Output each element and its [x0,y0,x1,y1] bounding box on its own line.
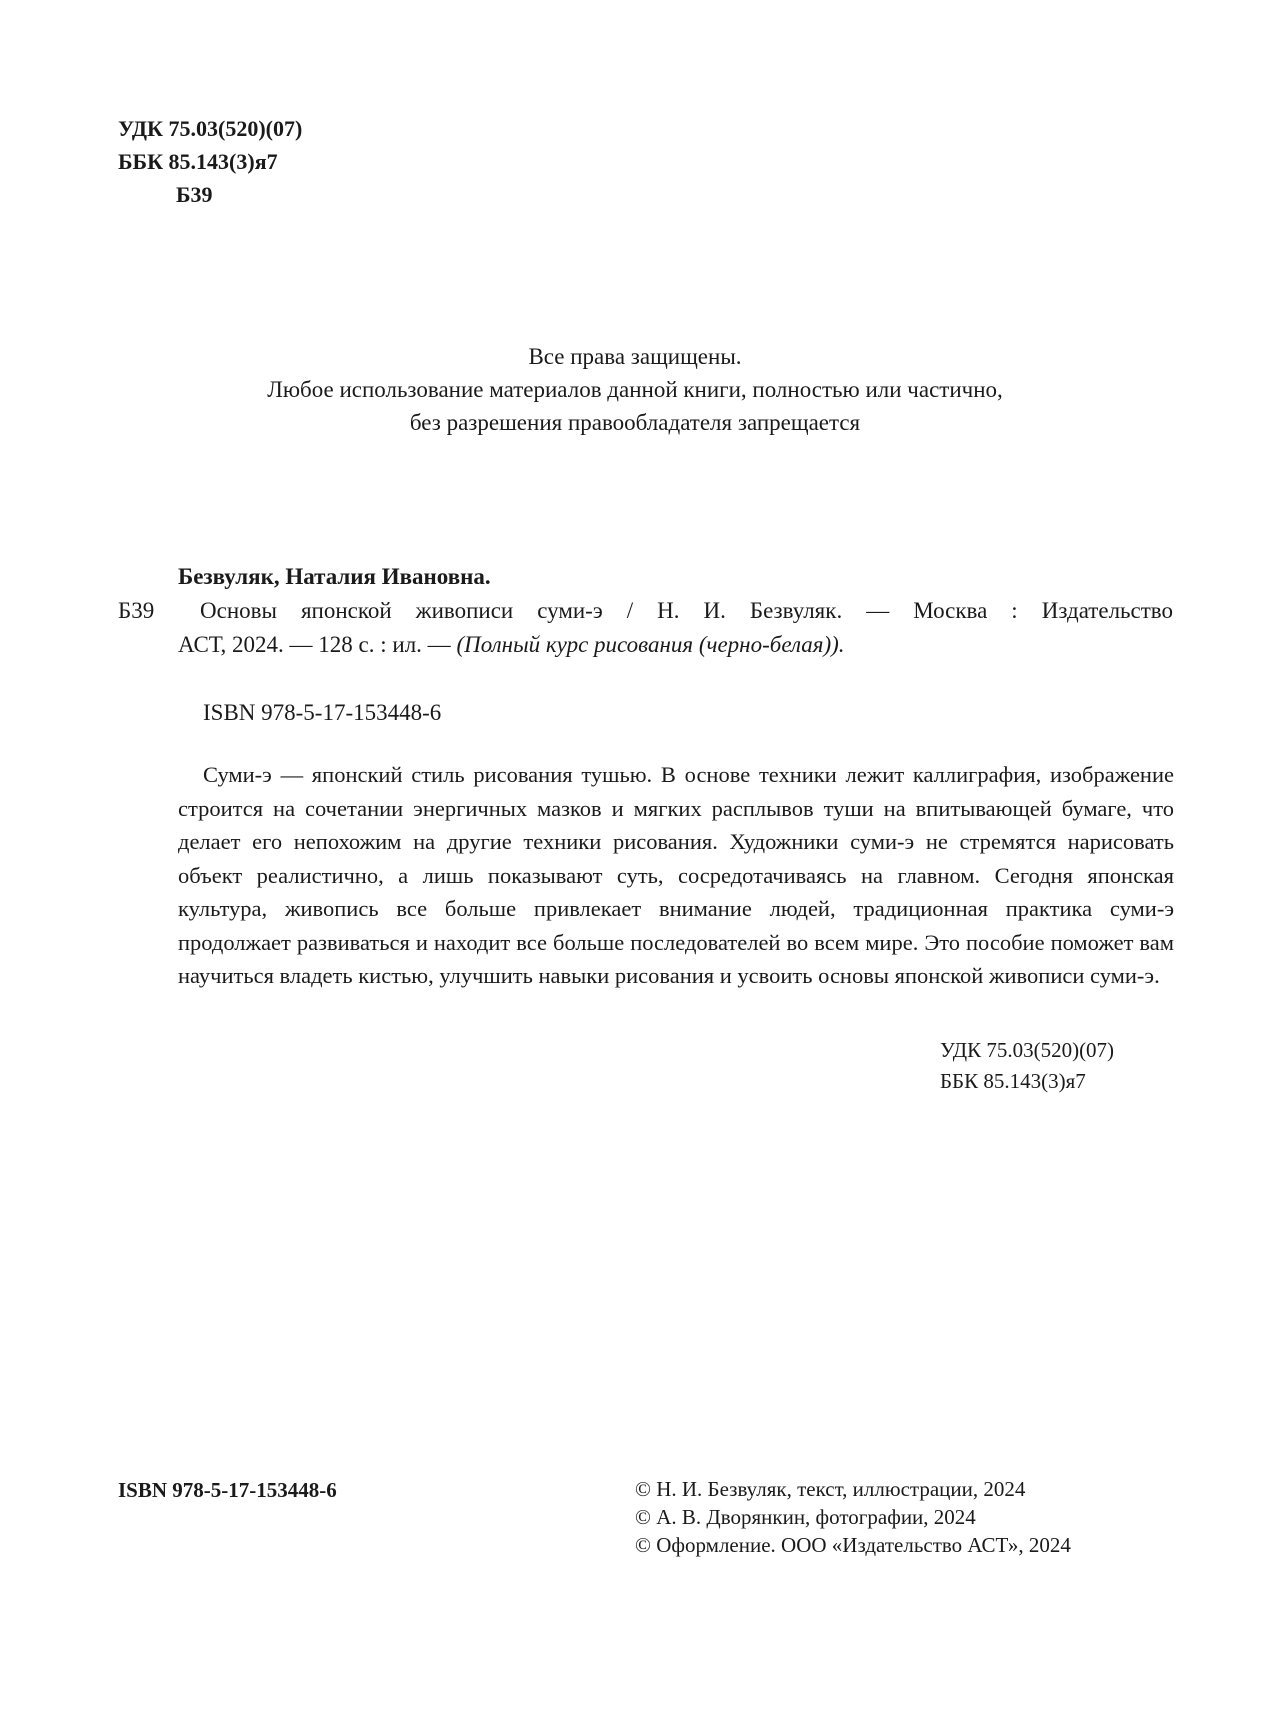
abstract-paragraph: Суми-э — японский стиль рисования тушью. В основе техники лежит каллиграфия, изображение строится на сочетании энергичных мазков и мягких расплывов туши на впитывающей бумаге, что делает его непохожим на другие техники рисования. Художники суми-э не стремятся нарисовать объект реалистично, а лишь показывают суть, сосредотачиваясь на главном. Сегодня японская культура, живопись все больше привлекает внимание людей, традиционная практика суми-э продолжает развиваться и находит все больше последователей во всем мире. Это пособие поможет вам научиться владеть кистью, улучшить навыки рисования и усвоить основы японской живописи суми-э. [178,762,1174,988]
rights-line-1: Все права защищены. [528,344,742,369]
footer-isbn: ISBN 978-5-17-153448-6 [118,1478,337,1502]
rights-line-2: Любое использование материалов данной книги, полностью или частично, [267,377,1003,402]
rights-line-3: без разрешения правообладателя запрещается [409,410,861,435]
record-series: (Полный курс рисования (черно-белая)). [456,632,845,657]
record-title-row [118,594,1173,628]
copyright-line: © Н. И. Безвуляк, текст, иллюстрации, 2024 [635,1477,1026,1501]
copyright-notices [635,1475,1071,1559]
copyright-line: © А. В. Дворянкин, фотографии, 2024 [635,1505,976,1529]
bibliographic-record [118,560,1173,662]
record-imprint: АСТ, 2024. — 128 с. : ил. — [178,632,457,657]
record-isbn: ISBN 978-5-17-153448-6 [203,700,442,725]
record-imprint-line [118,628,1173,662]
classification-block-right [940,1035,1114,1097]
udk-code: УДК 75.03(520)(07) [118,116,303,141]
record-author: Безвуляк, Наталия Ивановна. [178,564,491,589]
rights-notice [160,340,1110,439]
author-mark: Б39 [176,182,213,207]
record-title-line: Основы японской живописи суми-э / Н. И. Безвуляк. — Москва : Издательство [200,598,1173,623]
udk-code-right: УДК 75.03(520)(07) [940,1038,1115,1062]
copyright-line: © Оформление. ООО «Издательство АСТ», 2024 [635,1533,1071,1557]
record-author-mark: Б39 [118,598,155,623]
bbk-code-right: ББК 85.143(3)я7 [940,1069,1086,1093]
bbk-code: ББК 85.143(3)я7 [118,149,278,174]
classification-block-top [118,112,302,211]
